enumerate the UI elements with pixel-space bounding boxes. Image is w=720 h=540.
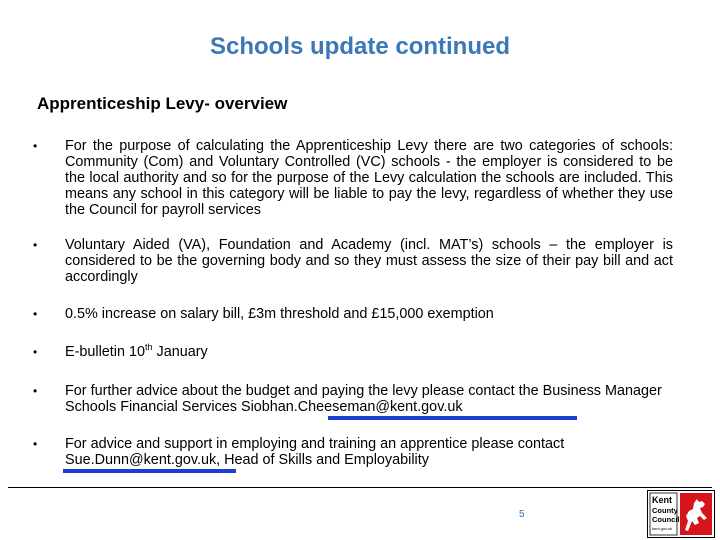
email-link-siobhan-cheeseman[interactable]: Siobhan.Cheeseman@kent.gov.uk bbox=[240, 399, 463, 415]
bullet-text: For the purpose of calculating the Apprenticeship Levy there are two categories of schools: Community (Com) and Voluntary Controlled (VC) schools - the employer is considered to be the local authority and so for the purpose of the Levy calculation the schools are included. This means any school in this category will be liable to pay the levy, regardless of whether they use the Council for payroll services bbox=[65, 138, 673, 218]
bullet-icon: • bbox=[33, 307, 38, 321]
bullet-text: Voluntary Aided (VA), Foundation and Academy (incl. MAT’s) schools – the employer is considered to be the governing body and so they must assess the size of their pay bill and act accordingly bbox=[65, 237, 673, 285]
logo-text-line2: County bbox=[652, 506, 678, 515]
email-link-sue-dunn[interactable]: Sue.Dunn@kent.gov.uk bbox=[65, 452, 217, 468]
bullet-text-after: , Head of Skills and Employability bbox=[216, 452, 429, 468]
logo-text-line3: Council bbox=[652, 515, 680, 524]
logo-text-line4: kent.gov.uk bbox=[652, 526, 673, 531]
page-number: 5 bbox=[519, 509, 525, 520]
kent-county-council-logo bbox=[647, 490, 715, 538]
bullet-text bbox=[65, 436, 673, 468]
ordinal-suffix: th bbox=[145, 342, 153, 353]
logo-text-line1: Kent bbox=[652, 495, 672, 505]
bullet-text: 0.5% increase on salary bill, £3m threshold and £15,000 exemption bbox=[65, 306, 494, 322]
bullet-text-before: For further advice about the budget and paying the levy please contact the Business Manager Schools Financial Services bbox=[65, 383, 662, 415]
bullet-text-before: For advice and support in employing and training an apprentice please contact bbox=[65, 436, 565, 452]
bullet-text-before: E-bulletin 10 bbox=[65, 344, 145, 360]
bullet-text bbox=[65, 383, 673, 415]
bullet-icon: • bbox=[33, 139, 38, 153]
bullet-icon: • bbox=[33, 437, 38, 451]
slide-subtitle: Apprenticeship Levy- overview bbox=[37, 94, 288, 113]
email-underline-siobhan bbox=[328, 416, 577, 420]
bullet-text-after: January bbox=[152, 344, 208, 360]
bullet-icon: • bbox=[33, 384, 38, 398]
bullet-icon: • bbox=[33, 238, 38, 252]
slide-title: Schools update continued bbox=[209, 33, 510, 60]
bullet-text bbox=[65, 344, 673, 360]
email-underline-sue bbox=[63, 469, 236, 473]
footer-divider bbox=[8, 487, 712, 488]
bullet-icon: • bbox=[33, 345, 38, 359]
